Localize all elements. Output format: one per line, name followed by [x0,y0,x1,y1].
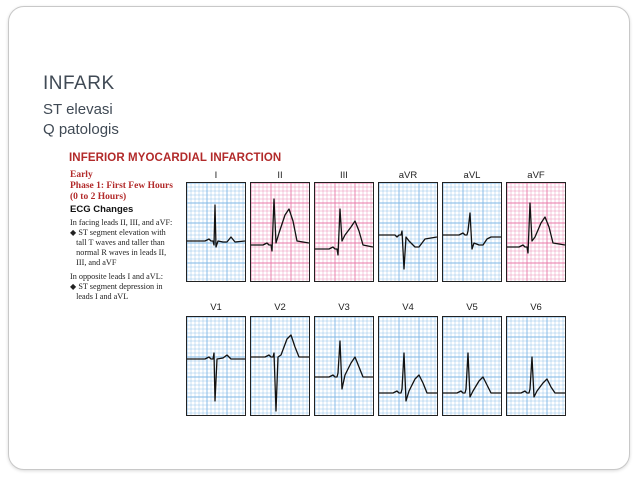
lead-label-V4: V4 [402,302,414,313]
figure-text-line: normal R waves in leads II, [70,248,167,257]
ecg-panel-V1 [186,316,246,416]
ecg-panel-II [250,182,310,282]
lead-label-V5: V5 [466,302,478,313]
ecg-grid-background [315,183,373,281]
slide-line-q-pathologic: Q patologis [43,121,119,138]
ecg-panel-aVF [506,182,566,282]
ecg-changes-heading: ECG Changes [70,204,134,215]
lead-label-II: II [277,170,283,181]
ecg-grid-svg [187,317,245,415]
figure-text-line: leads I and aVL [70,292,129,301]
ecg-grid-background [379,317,437,415]
lead-label-III: III [340,170,348,181]
ecg-panel-aVR [378,182,438,282]
figure-stage: Early [70,170,93,180]
figure-text-line: In facing leads II, III, and aVF: [70,218,173,227]
slide-line-st-elevation: ST elevasi [43,101,113,118]
figure-text-line: ◆ ST segment depression in [70,282,163,291]
figure-phase: Phase 1: First Few Hours [70,181,173,191]
ecg-panel-III [314,182,374,282]
ecg-panel-I [186,182,246,282]
figure-text-line: ◆ ST segment elevation with [70,228,166,237]
ecg-panel-V5 [442,316,502,416]
lead-label-I: I [214,170,218,181]
lead-label-aVR: aVR [398,170,418,181]
ecg-grid-background [187,317,245,415]
ecg-panel-aVL [442,182,502,282]
ecg-grid-svg [507,183,565,281]
lead-label-V3: V3 [338,302,350,313]
ecg-grid-background [507,183,565,281]
ecg-panel-V6 [506,316,566,416]
ecg-grid-svg [251,183,309,281]
lead-label-aVL: aVL [463,170,481,181]
ecg-grid-background [507,317,565,415]
ecg-grid-background [251,317,309,415]
figure-title: INFERIOR MYOCARDIAL INFARCTION [69,152,282,164]
lead-label-V1: V1 [210,302,222,313]
ecg-grid-svg [443,317,501,415]
ecg-grid-background [443,183,501,281]
ecg-grid-svg [315,183,373,281]
figure-phase-sub: (0 to 2 Hours) [70,192,127,202]
ecg-grid-svg [443,183,501,281]
ecg-figure [67,148,577,432]
ecg-grid-background [443,317,501,415]
lead-label-V2: V2 [274,302,286,313]
ecg-grid-svg [379,317,437,415]
lead-label-aVF: aVF [527,170,545,181]
ecg-grid-svg [251,317,309,415]
ecg-panel-V3 [314,316,374,416]
figure-text-line: In opposite leads I and aVL: [70,272,163,281]
ecg-panel-V2 [250,316,310,416]
ecg-panel-V4 [378,316,438,416]
figure-text-line: tall T waves and taller than [70,238,165,247]
figure-text-line: III, and aVF [70,258,117,267]
ecg-grid-svg [315,317,373,415]
ecg-grid-svg [379,183,437,281]
lead-label-V6: V6 [530,302,542,313]
ecg-grid-background [379,183,437,281]
slide-title: INFARK [43,73,115,94]
ecg-grid-background [315,317,373,415]
ecg-grid-svg [187,183,245,281]
ecg-grid-svg [507,317,565,415]
